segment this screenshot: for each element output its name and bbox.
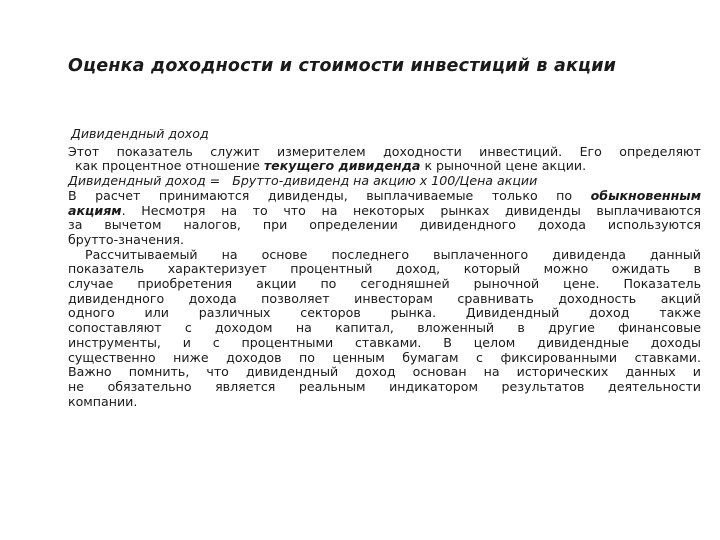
paragraph-3-line-4: дивидендного дохода позволяет инвесторам сравнивать доходность акций [68,290,701,306]
paragraph-3-line-11: компании. [68,393,138,409]
paragraph-3-line-9: Важно помнить, что дивидендный доход основан на исторических данных и [68,364,701,380]
paragraph-3-line-5: одного или различных секторов рынка. Дивидендный доход также [68,305,701,321]
paragraph-2-line-4: брутто-значения. [68,231,184,247]
emphasis-shares: акциям [68,202,122,218]
paragraph-1-line-2: как процентное отношение текущего дивиденда к рыночной цене акции. [75,158,587,174]
paragraph-3-line-8: существенно ниже доходов по ценным бумагам с фиксированными ставками. [68,349,701,365]
formula-end: Цена акции [459,173,538,189]
formula-left: Дивидендный доход = [68,173,221,189]
section-heading: Дивидендный доход [71,126,209,141]
paragraph-3-line-10: не обязательно является реальным индикатором результатов деятельности [68,378,701,394]
emphasis-ordinary: обыкновенным [590,187,701,203]
paragraph-3-line-6: сопоставляют с доходом на капитал, вложенный в другие финансовые [68,320,701,336]
paragraph-3-line-3: случае приобретения акции по сегодняшней рыночной цене. Показатель [68,276,701,292]
paragraph-1-line-1: Этот показатель служит измерителем доходности инвестиций. Его определяют [68,143,701,159]
formula-right: Брутто-дивиденд на акцию [232,173,416,189]
paragraph-3-line-1: Рассчитываемый на основе последнего выплаченного дивиденда данный [85,246,701,262]
formula-times: х 100/ [415,173,460,189]
paragraph-2-line-3: за вычетом налогов, при определении дивидендного дохода используются [68,217,701,233]
paragraph-3-line-2: показатель характеризует процентный доход, который можно ожидать в [68,261,701,277]
paragraph-2-line-1: В расчет принимаются дивиденды, выплачиваемые только по обыкновенным [68,187,701,203]
slide-title: Оценка доходности и стоимости инвестиций в акции [68,56,617,76]
paragraph-2-line-2: акциям. Несмотря на то что на некоторых рынках дивиденды выплачиваются [68,202,701,218]
slide-body [68,127,701,409]
formula-line [68,174,701,189]
paragraph-3-line-7: инструменты, и с процентными ставками. В целом дивидендные доходы [68,334,701,350]
emphasis-current-dividend: текущего дивиденда [263,158,421,174]
